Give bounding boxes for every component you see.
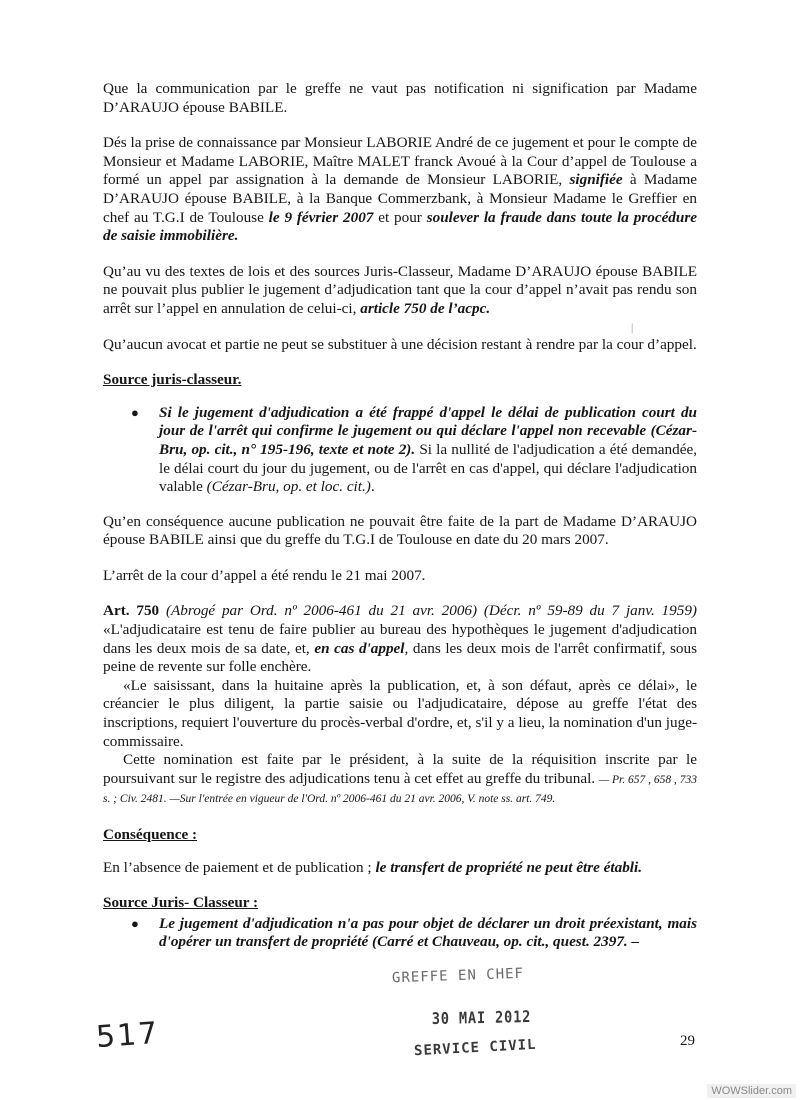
paragraph-arret-date: L’arrêt de la cour d’appel a été rendu le 21 mai 2007. xyxy=(103,566,426,584)
text-run: «L'adjudicataire est tenu de faire publier au bureau des hypothèques le jugement d'adjudication dans les deux mois de sa date, et, xyxy=(103,621,697,657)
article-750 xyxy=(103,602,697,809)
text-run: , dans les deux mois de l'arrêt confirmatif, sous peine de revente sur folle enchère. xyxy=(103,639,698,676)
stamp-date: 30 MAI 2012 xyxy=(431,1006,532,1029)
handwritten-page-number: 517 xyxy=(94,1015,161,1056)
paragraph-textes-lois xyxy=(103,263,697,319)
text-run: . xyxy=(370,478,375,496)
emphasis-run: le 9 février 2007 xyxy=(268,208,374,226)
bullet-text xyxy=(159,404,697,497)
text-run: à Madame D’ARAUJO épouse BABILE, à la Banque Commerzbank, à Monsieur Madame le Greffier en chef au T.G.I de Toulouse xyxy=(103,171,697,226)
emphasis-run: soulever la fraude dans toute la procédure de saisie immobilière. xyxy=(103,208,698,245)
emphasis-run: Si le jugement d'adjudication a été frappé d'appel le délai de publication court du jour de l'arrêt qui confirme le jugement ou qui déclare l'appel non recevable (Cézar-Bru, op. cit., n° 195-196, texte et note 2). xyxy=(159,403,697,458)
article-750-para3 xyxy=(103,751,697,809)
heading-consequence: Conséquence : xyxy=(103,826,198,843)
bullet-text: Le jugement d'adjudication n'a pas pour objet de déclarer un droit préexistant, mais d'opérer un transfert de propriété (Carré et Chauveau, op. cit., quest. 2397. – xyxy=(159,914,697,951)
watermark: WOWSlider.com xyxy=(707,1084,796,1098)
document-body xyxy=(103,80,697,968)
bullet-icon: ● xyxy=(131,404,139,420)
emphasis-run: article 750 de l’acpc. xyxy=(360,299,491,317)
stamp-service-civil: SERVICE CIVIL xyxy=(413,1036,537,1060)
article-750-para1 xyxy=(103,602,697,676)
italic-run: (Cézar-Bru, op. et loc. cit.) xyxy=(206,478,371,496)
text-run: En l’absence de paiement et de publication ; xyxy=(103,858,376,876)
article-750-para2: «Le saisissant, dans la huitaine après la publication, et, à son défaut, après ce délai», le créancier le plus diligent, la partie saisie ou l'adjudicataire, dépose au greffe l'état des inscriptions, requiert l'ouverture du procès-verbal d'ordre, et, s'il y a lieu, la nomination d'un juge-commissaire. xyxy=(103,676,697,750)
text-run: Cette nomination est faite par le président, à la suite de la réquisition inscrite par le poursuivant sur le registre des adjudications tenu à cet effet au greffe du tribunal. xyxy=(103,751,697,787)
paragraph-appel xyxy=(103,134,697,246)
bullet-icon: ● xyxy=(131,915,139,931)
paragraph-avocat: Qu’aucun avocat et partie ne peut se substituer à une décision restant à rendre par la cour d’appel. xyxy=(103,335,697,353)
article-label: Art. 750 xyxy=(103,602,160,620)
paragraph-transfert xyxy=(103,859,697,878)
text-run: Dés la prise de connaissance par Monsieur LABORIE André de ce jugement et pour le compte de Monsieur et Madame LABORIE, Maître MALET franck Avoué à la Cour d’appel de Toulouse a formé un appel par assignation à la demande de Monsieur LABORIE, xyxy=(103,134,697,189)
emphasis-run: signifiée xyxy=(569,171,623,189)
text-run: Si la nullité de l'adjudication a été demandée, le délai court du jour du jugement, ou de l'arrêt en cas d'appel, qui déclare l'adjudication valable xyxy=(159,440,697,496)
paragraph-communication: Que la communication par le greffe ne vaut pas notification ni signification par Madame D’ARAUJO épouse BABILE. xyxy=(103,80,697,116)
article-footnote: — Pr. 657 , 658 , 733 s. ; Civ. 2481. —Sur l'entrée en vigueur de l'Ord. nº 2006-461 du 21 avr. 2006, V. note ss. art. 749. xyxy=(103,773,697,806)
scan-artifact-icon: ❘ xyxy=(628,323,637,334)
heading-source-juris-classeur-2: Source Juris- Classeur : xyxy=(103,894,259,912)
bullet-item-adjudication-appel xyxy=(103,404,697,497)
heading-source-juris-classeur: Source juris-classeur. xyxy=(103,371,242,389)
emphasis-run: le transfert de propriété ne peut être établi. xyxy=(375,858,643,876)
page-number: 29 xyxy=(680,1033,695,1049)
bullet-item-transfert xyxy=(103,915,697,952)
paragraph-consequence-publication: Qu’en conséquence aucune publication ne pouvait être faite de la part de Madame D’ARAUJO épouse BABILE ainsi que du greffe du T.G.I de Toulouse en date du 20 mars 2007. xyxy=(103,512,697,549)
article-reference: (Abrogé par Ord. nº 2006-461 du 21 avr. 2006) (Décr. nº 59-89 du 7 janv. 1959) xyxy=(159,602,697,620)
text-run: et pour xyxy=(373,208,427,226)
text-run: Qu’au vu des textes de lois et des sources Juris-Classeur, Madame D’ARAUJO épouse BABILE ne pouvait plus publier le jugement d’adjudication tant que la cour d’appel n’avait pas rendu son arrêt sur l’appel en annulation de celui-ci, xyxy=(103,262,697,317)
stamp-greffe: GREFFE EN CHEF xyxy=(391,965,525,987)
emphasis-run: en cas d'appel xyxy=(314,639,405,657)
